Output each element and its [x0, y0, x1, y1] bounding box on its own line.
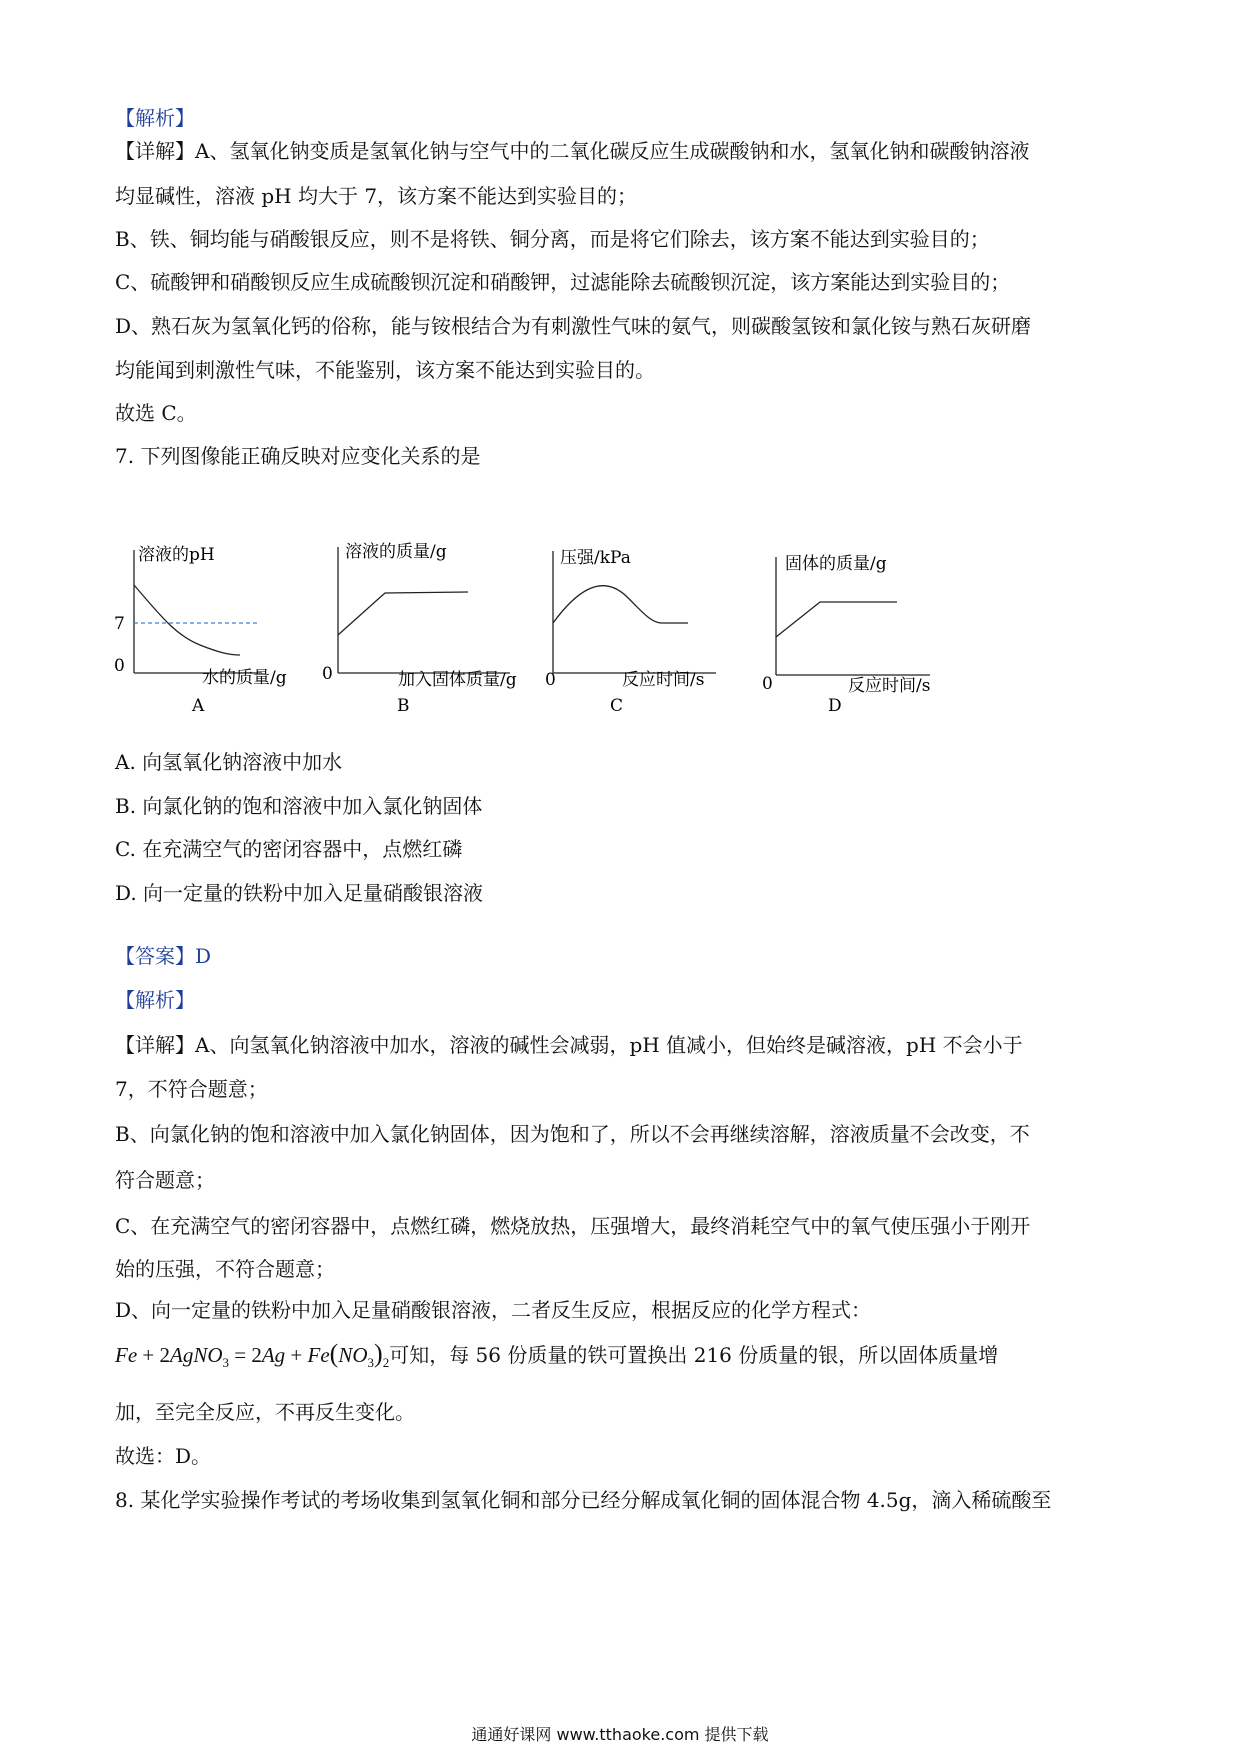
- choose-answer-2: 故选：D。: [115, 1444, 212, 1468]
- chart-b: [322, 542, 517, 716]
- detail-a-line1: 【详解】A、氢氧化钠变质是氢氧化钠与空气中的二氧化碳反应生成碳酸钠和水，氢氧化钠和碳酸钠溶液: [115, 139, 1030, 163]
- equation-tail: 可知，每 56 份质量的铁可置换出 216 份质量的银，所以固体质量增: [389, 1343, 999, 1367]
- detail2-c-line1: C、在充满空气的密闭容器中，点燃红磷，燃烧放热，压强增大，最终消耗空气中的氧气使压强小于刚开: [115, 1214, 1031, 1238]
- detail2-b-line2: 符合题意；: [115, 1168, 215, 1192]
- chart-c-caption: C: [610, 696, 624, 716]
- chart-d-xlabel: 反应时间/s: [848, 676, 931, 696]
- question-7: 7. 下列图像能正确反映对应变化关系的是: [115, 444, 481, 468]
- chart-a-caption: A: [192, 696, 205, 716]
- option-d: D. 向一定量的铁粉中加入足量硝酸银溶液: [115, 881, 484, 905]
- equation-line: [115, 1340, 998, 1377]
- detail-d-line2: 均能闻到刺激性气味，不能鉴别，该方案不能达到实验目的。: [115, 358, 655, 382]
- analysis-heading: 【解析】: [115, 106, 195, 130]
- chart-d-line: [776, 602, 897, 637]
- chemical-equation: Fe + 2AgNO$_3$ = $2Ag + Fe(NO_3)_2$: [115, 1339, 390, 1371]
- question-8: 8. 某化学实验操作考试的考场收集到氢氧化铜和部分已经分解成氧化铜的固体混合物 4.5g，滴入稀硫酸至: [115, 1488, 1052, 1512]
- detail2-c-line2: 始的压强，不符合题意；: [115, 1257, 335, 1281]
- chart-d-caption: D: [828, 696, 842, 716]
- option-a: A. 向氢氧化钠溶液中加水: [115, 750, 343, 774]
- chart-c: [545, 548, 716, 716]
- chart-d: [762, 554, 930, 716]
- chart-b-ylabel: 溶液的质量/g: [345, 542, 447, 562]
- chart-a-xlabel: 水的质量/g: [202, 668, 287, 688]
- chart-a: [114, 545, 287, 716]
- chart-a-origin: 0: [114, 656, 125, 676]
- footer-text: 通通好课网 www.tthaoke.com 提供下载: [471, 1725, 769, 1744]
- detail2-b-line1: B、向氯化钠的饱和溶液中加入氯化钠固体，因为饱和了，所以不会再继续溶解，溶液质量不会改变，不: [115, 1122, 1030, 1146]
- chart-d-ylabel: 固体的质量/g: [785, 554, 887, 574]
- option-c: C. 在充满空气的密闭容器中，点燃红磷: [115, 837, 463, 861]
- detail2-d-line1: D、向一定量的铁粉中加入足量硝酸银溶液，二者反生反应，根据反应的化学方程式：: [115, 1298, 872, 1322]
- choose-answer-1: 故选 C。: [115, 401, 197, 425]
- detail-c: C、硫酸钾和硝酸钡反应生成硫酸钡沉淀和硝酸钾，过滤能除去硫酸钡沉淀，该方案能达到实验目的；: [115, 270, 1011, 294]
- chart-c-xlabel: 反应时间/s: [622, 670, 705, 690]
- analysis-heading-2: 【解析】: [115, 988, 195, 1012]
- detail-d-line1: D、熟石灰为氢氧化钙的俗称，能与铵根结合为有刺激性气味的氨气，则碳酸氢铵和氯化铵与熟石灰研磨: [115, 314, 1032, 338]
- option-b: B. 向氯化钠的饱和溶液中加入氯化钠固体: [115, 794, 483, 818]
- chart-b-xlabel: 加入固体质量/g: [398, 670, 517, 690]
- chart-b-origin: 0: [322, 664, 333, 684]
- chart-figure: [0, 542, 1240, 716]
- chart-c-curve: [553, 586, 688, 623]
- chart-d-origin: 0: [762, 674, 773, 694]
- chart-b-line: [338, 592, 468, 635]
- chart-b-caption: B: [397, 696, 410, 716]
- chart-c-ylabel: 压强/kPa: [560, 548, 631, 568]
- detail-a-line2: 均显碱性，溶液 pH 均大于 7，该方案不能达到实验目的；: [115, 184, 638, 208]
- chart-a-ytick: 7: [114, 614, 125, 634]
- detail2-a-line2: 7，不符合题意；: [115, 1077, 268, 1101]
- detail2-a-line1: 【详解】A、向氢氧化钠溶液中加水，溶液的碱性会减弱，pH 值减小，但始终是碱溶液，pH 不会小于: [115, 1033, 1023, 1057]
- chart-a-curve: [134, 585, 240, 655]
- chart-c-origin: 0: [545, 670, 556, 690]
- answer-line: 【答案】D: [115, 944, 212, 968]
- detail2-d-line3: 加，至完全反应，不再反生变化。: [115, 1400, 415, 1424]
- detail-b: B、铁、铜均能与硝酸银反应，则不是将铁、铜分离，而是将它们除去，该方案不能达到实验目的；: [115, 227, 990, 251]
- chart-a-ylabel: 溶液的pH: [138, 545, 215, 565]
